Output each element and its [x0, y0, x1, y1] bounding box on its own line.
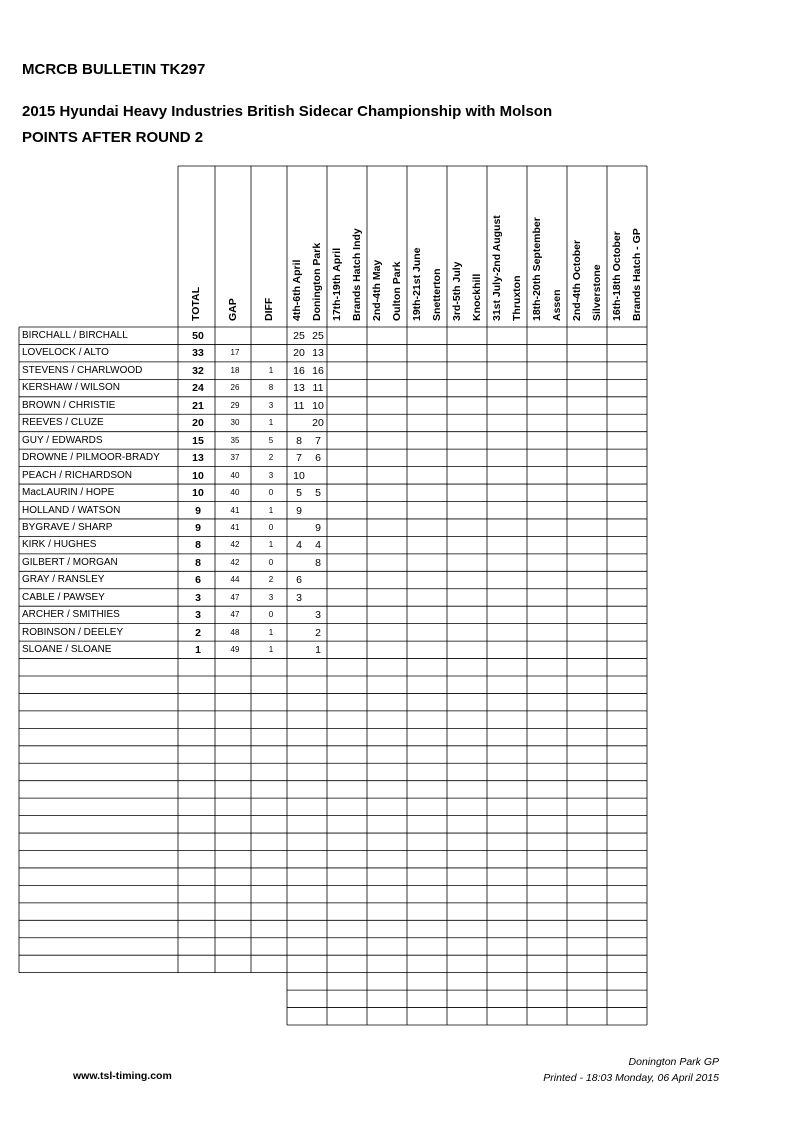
cell-gap: 18	[230, 365, 240, 375]
cell-r2: 8	[315, 556, 321, 569]
cell-r1: 3	[296, 591, 302, 604]
cell-diff: 1	[268, 365, 274, 375]
cell-total: 6	[195, 574, 201, 587]
cell-total: 10	[192, 469, 204, 482]
cell-name: DROWNE / PILMOOR-BRADY	[22, 452, 160, 464]
cell-r2: 10	[312, 399, 324, 412]
header-round-date: 3rd-5th July	[451, 261, 463, 321]
header-diff: DIFF	[263, 297, 275, 321]
header-round-date: 2nd-4th October	[571, 239, 583, 321]
cell-total: 1	[195, 644, 201, 657]
cell-gap: 40	[230, 470, 240, 480]
cell-name: PEACH / RICHARDSON	[22, 469, 133, 481]
cell-name: GILBERT / MORGAN	[22, 556, 118, 568]
cell-name: LOVELOCK / ALTO	[22, 347, 109, 359]
cell-r2: 6	[315, 452, 321, 465]
cell-name: GUY / EDWARDS	[22, 434, 103, 446]
cell-name: HOLLAND / WATSON	[22, 504, 121, 516]
cell-total: 15	[192, 434, 204, 447]
cell-gap: 37	[230, 453, 240, 463]
header-round-venue: Brands Hatch Indy	[351, 228, 363, 321]
cell-gap: 30	[230, 418, 240, 428]
cell-r2: 25	[312, 330, 324, 342]
cell-gap: 48	[230, 627, 240, 637]
cell-total: 9	[195, 504, 201, 517]
header-round-date: 16th-18th October	[611, 231, 623, 321]
cell-gap: 44	[230, 575, 240, 585]
footer-venue: Donington Park GP	[628, 1056, 719, 1068]
cell-total: 21	[192, 399, 204, 412]
header-round-venue: Silverstone	[591, 264, 603, 321]
header-round-date: 19th-21st June	[411, 247, 423, 321]
cell-gap: 42	[230, 540, 240, 550]
cell-gap: 17	[230, 348, 240, 358]
cell-diff: 5	[268, 435, 274, 445]
cell-r2: 11	[312, 382, 324, 395]
cell-name: GRAY / RANSLEY	[22, 574, 105, 586]
header-round-venue: Thruxton	[511, 275, 523, 321]
cell-name: ROBINSON / DEELEY	[22, 626, 124, 638]
cell-name: BYGRAVE / SHARP	[22, 521, 113, 533]
cell-diff: 0	[268, 557, 274, 567]
cell-gap: 41	[230, 505, 240, 515]
cell-r1: 6	[296, 574, 302, 587]
header-total: TOTAL	[190, 286, 202, 321]
header-round-date: 18th-20th September	[531, 217, 543, 321]
cell-r1: 25	[293, 330, 305, 342]
cell-gap: 35	[230, 435, 240, 445]
cell-name: SLOANE / SLOANE	[22, 644, 112, 656]
cell-r2: 3	[315, 609, 321, 622]
cell-total: 8	[195, 539, 201, 552]
cell-r1: 11	[293, 399, 305, 412]
cell-name: REEVES / CLUZE	[22, 417, 104, 429]
cell-total: 50	[192, 330, 204, 342]
cell-r1: 4	[296, 539, 302, 552]
cell-r1: 13	[293, 382, 305, 395]
cell-diff: 1	[268, 505, 274, 515]
cell-r1: 5	[296, 487, 302, 500]
cell-name: ARCHER / SMITHIES	[22, 609, 120, 621]
cell-total: 33	[192, 347, 204, 360]
cell-diff: 3	[268, 400, 274, 410]
cell-r2: 13	[312, 347, 324, 360]
cell-diff: 1	[268, 540, 274, 550]
subtitle: POINTS AFTER ROUND 2	[22, 129, 204, 146]
cell-r2: 9	[315, 521, 321, 534]
cell-total: 13	[192, 452, 204, 465]
cell-r1: 20	[293, 347, 305, 360]
cell-diff: 8	[268, 383, 274, 393]
cell-gap: 42	[230, 557, 240, 567]
cell-gap: 47	[230, 592, 240, 602]
cell-total: 8	[195, 556, 201, 569]
header-round-venue: Assen	[551, 289, 563, 321]
cell-r2: 5	[315, 487, 321, 500]
header-round-venue: Oulton Park	[391, 261, 403, 321]
cell-diff: 0	[268, 488, 274, 498]
header-round-venue: Donington Park	[311, 242, 323, 321]
cell-gap: 29	[230, 400, 240, 410]
cell-total: 20	[192, 417, 204, 430]
header-round-date: 17th-19th April	[331, 247, 343, 321]
footer-printed: Printed - 18:03 Monday, 06 April 2015	[543, 1072, 719, 1084]
bulletin-title: MCRCB BULLETIN TK297	[22, 61, 206, 78]
cell-r1: 9	[296, 504, 302, 517]
cell-name: STEVENS / CHARLWOOD	[22, 364, 143, 376]
cell-diff: 0	[268, 610, 274, 620]
cell-name: BIRCHALL / BIRCHALL	[22, 330, 128, 341]
cell-r1: 7	[296, 452, 302, 465]
header-round-venue: Snetterton	[431, 268, 443, 321]
cell-name: BROWN / CHRISTIE	[22, 399, 116, 411]
championship-title: 2015 Hyundai Heavy Industries British Sidecar Championship with Molson	[22, 103, 553, 120]
cell-gap: 47	[230, 610, 240, 620]
cell-diff: 3	[268, 470, 274, 480]
cell-diff: 1	[268, 645, 274, 655]
cell-total: 3	[195, 609, 201, 622]
cell-total: 32	[192, 364, 204, 377]
header-round-date: 2nd-4th May	[371, 259, 383, 321]
cell-diff: 0	[268, 522, 274, 532]
cell-r2: 16	[312, 364, 324, 377]
cell-gap: 49	[230, 645, 240, 655]
cell-diff: 2	[268, 453, 274, 463]
cell-diff: 3	[268, 592, 274, 602]
cell-total: 2	[195, 626, 201, 639]
cell-total: 3	[195, 591, 201, 604]
cell-total: 24	[192, 382, 204, 395]
cell-r1: 16	[293, 364, 305, 377]
cell-name: KIRK / HUGHES	[22, 539, 97, 551]
cell-r2: 4	[315, 539, 321, 552]
cell-gap: 41	[230, 522, 240, 532]
cell-name: MacLAURIN / HOPE	[22, 487, 115, 499]
cell-total: 10	[192, 487, 204, 500]
cell-diff: 1	[268, 627, 274, 637]
cell-r1: 10	[293, 469, 305, 482]
header-round-venue: Knockhill	[471, 273, 483, 321]
cell-total: 9	[195, 521, 201, 534]
cell-r2: 1	[315, 644, 321, 657]
cell-gap: 40	[230, 488, 240, 498]
header-round-venue: Brands Hatch - GP	[631, 228, 643, 321]
cell-diff: 1	[268, 418, 274, 428]
cell-diff: 2	[268, 575, 274, 585]
header-gap: GAP	[227, 298, 239, 321]
cell-r1: 8	[296, 434, 302, 447]
cell-r2: 7	[315, 434, 321, 447]
header-round-date: 4th-6th April	[291, 259, 303, 321]
cell-r2: 2	[315, 626, 321, 639]
cell-name: KERSHAW / WILSON	[22, 382, 120, 394]
cell-r2: 20	[312, 417, 324, 430]
cell-name: CABLE / PAWSEY	[22, 591, 105, 603]
cell-gap: 26	[230, 383, 240, 393]
website-link[interactable]: www.tsl-timing.com	[73, 1070, 172, 1082]
header-round-date: 31st July-2nd August	[491, 215, 503, 321]
